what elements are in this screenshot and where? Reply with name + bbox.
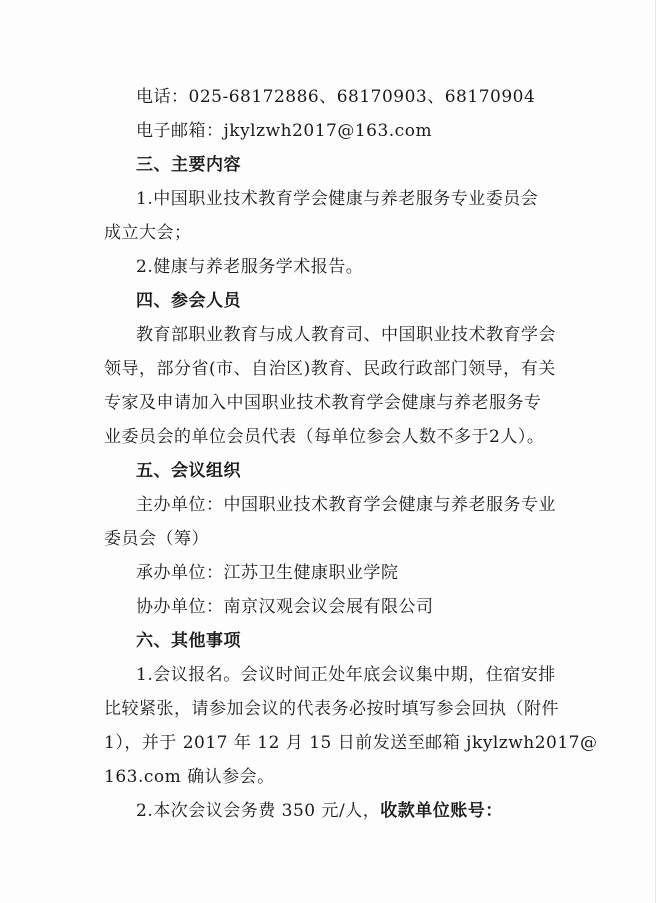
section-3-item-1: 1.中国职业技术教育学会健康与养老服务专业委员会 <box>136 189 539 209</box>
section-3-item-2: 2.健康与养老服务学术报告。 <box>136 257 364 277</box>
section-6-item-2 <box>136 800 503 822</box>
section-6-item-1-line-1: 1.会议报名。会议时间正处年底会议集中期，住宿安排 <box>136 665 556 685</box>
section-3-heading: 三、主要内容 <box>136 155 241 175</box>
host-unit-line-2: 委员会（筹） <box>104 529 209 549</box>
section-4-line-4: 业委员会的单位会员代表（每单位参会人数不多于2人）。 <box>104 427 545 447</box>
section-6-heading: 六、其他事项 <box>136 631 241 651</box>
section-5-heading: 五、会议组织 <box>136 461 241 481</box>
organizer-unit: 承办单位：江苏卫生健康职业学院 <box>136 563 399 583</box>
section-6-item-1-line-4: 163.com 确认参会。 <box>104 767 275 787</box>
section-6-item-1-line-2: 比较紧张，请参加会议的代表务必按时填写参会回执（附件 <box>104 699 559 719</box>
contact-phone: 电话：025-68172886、68170903、68170904 <box>136 87 536 107</box>
section-6-item-1-line-3: 1），并于 2017 年 12 月 15 日前发送至邮箱 jkylzwh2017@ <box>104 733 598 753</box>
section-4-heading: 四、参会人员 <box>136 291 241 311</box>
section-4-line-3: 专家及申请加入中国职业技术教育学会健康与养老服务专 <box>104 393 542 413</box>
section-4-line-1: 教育部职业教育与成人教育司、中国职业技术教育学会 <box>136 325 556 345</box>
account-label: 收款单位账号： <box>380 801 503 821</box>
section-4-line-2: 领导，部分省(市、自治区)教育、民政行政部门领导，有关 <box>104 359 556 379</box>
section-3-item-1-cont: 成立大会； <box>104 223 192 243</box>
fee-text: 2.本次会议会务费 350 元/人， <box>136 801 381 821</box>
contact-email: 电子邮箱：jkylzwh2017@163.com <box>136 121 433 141</box>
host-unit-line-1: 主办单位：中国职业技术教育学会健康与养老服务专业 <box>136 495 556 515</box>
co-organizer-unit: 协办单位：南京汉观会议会展有限公司 <box>136 597 434 617</box>
